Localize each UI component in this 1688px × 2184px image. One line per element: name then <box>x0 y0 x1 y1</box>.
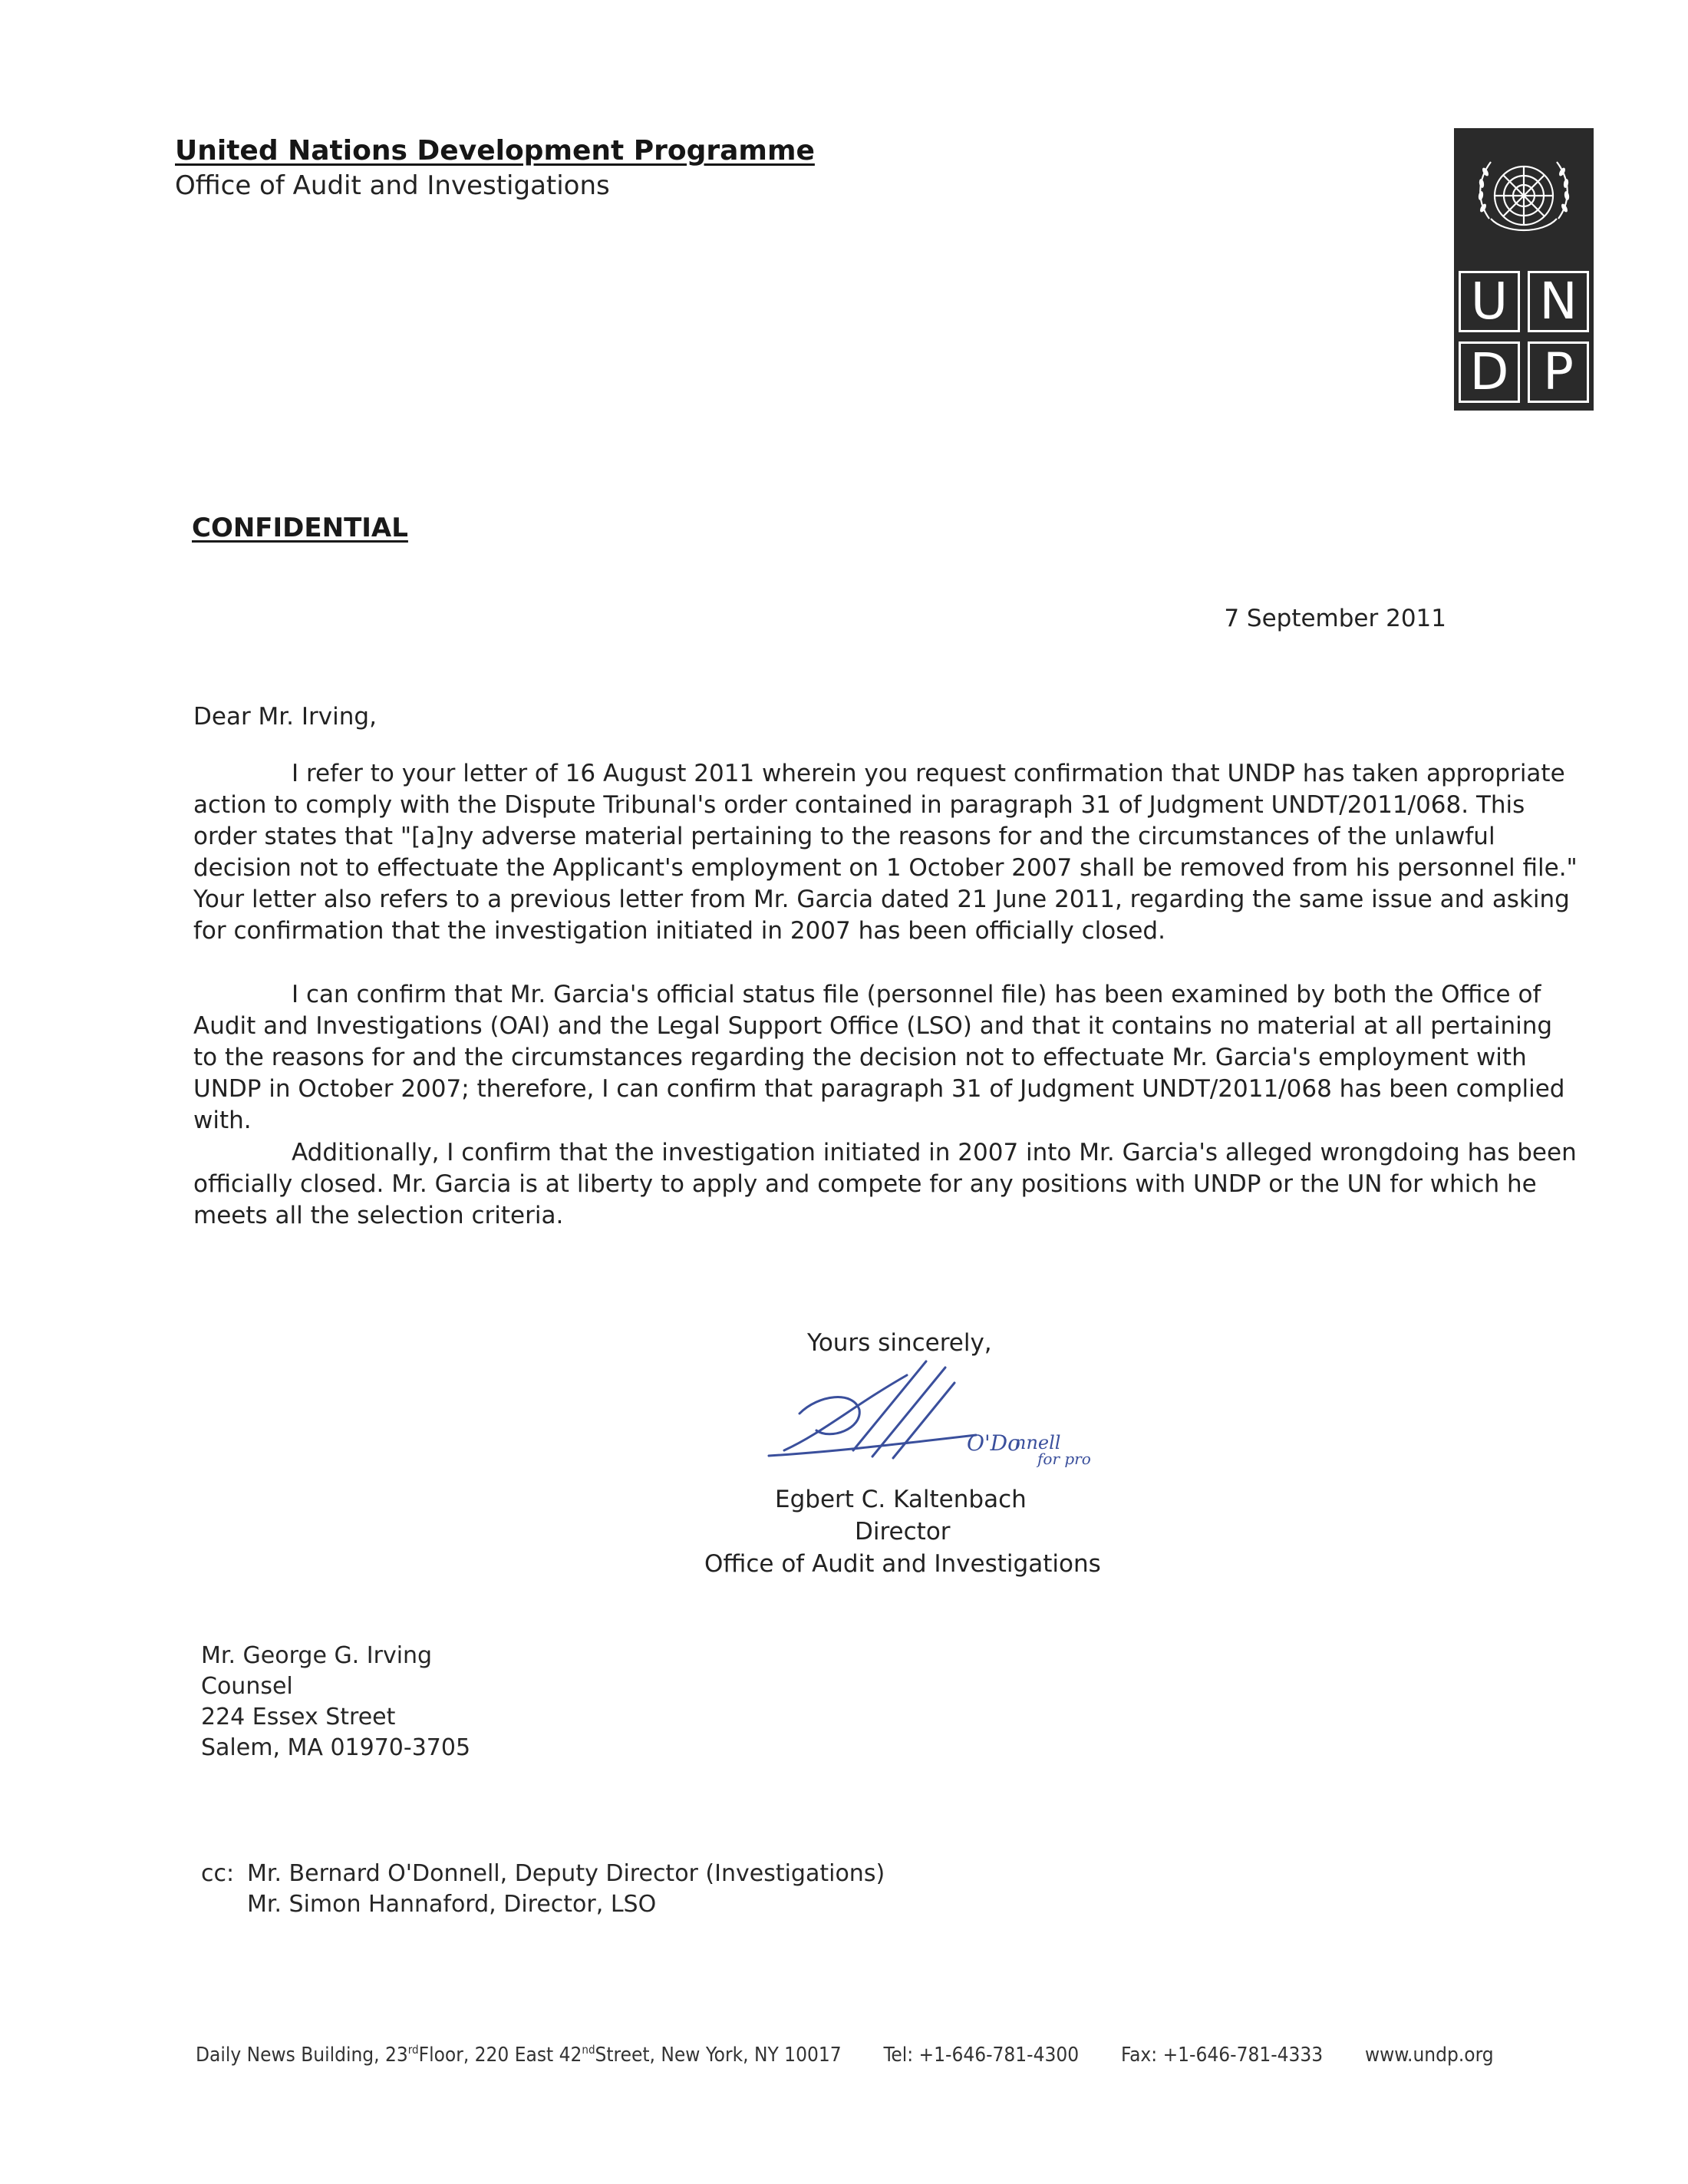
handwritten-signature <box>654 1360 1145 1467</box>
letter-date: 7 September 2011 <box>1224 605 1446 632</box>
undp-logo <box>1454 128 1594 411</box>
cc-line: Mr. Simon Hannaford, Director, LSO <box>247 1891 657 1918</box>
cc-label: cc: <box>201 1860 235 1887</box>
footer-tel: Tel: +1-646-781-4300 <box>883 2043 1080 2067</box>
logo-letter-n: N <box>1528 271 1589 332</box>
org-office: Office of Audit and Investigations <box>175 170 610 201</box>
footer-fax: Fax: +1-646-781-4333 <box>1121 2043 1324 2067</box>
salutation: Dear Mr. Irving, <box>193 703 377 731</box>
logo-letter-p: P <box>1528 341 1589 403</box>
svg-text:O'Do: O'Do <box>967 1430 1020 1456</box>
recipient-line: Counsel <box>201 1673 293 1700</box>
footer <box>196 2043 1494 2067</box>
cc-line: Mr. Bernard O'Donnell, Deputy Director (Investigations) <box>247 1860 885 1887</box>
org-name: United Nations Development Programme <box>175 135 815 167</box>
body-paragraph-2: I can confirm that Mr. Garcia's official status file (personnel file) has been examined by both the Office of Audit and Investigations (OAI) and the Legal Support Office (LSO) and that it contains no material at all pertaining to the reasons for and the circumstances regarding the decision not to effectuate Mr. Garcia's employment with UNDP in October 2007; therefore, I can confirm that paragraph 31 of Judgment UNDT/2011/068 has been complied with. <box>193 981 1565 1134</box>
confidential-label: CONFIDENTIAL <box>192 513 408 543</box>
logo-letter-d: D <box>1459 341 1520 403</box>
un-emblem-icon <box>1460 134 1587 262</box>
signer-name: Egbert C. Kaltenbach <box>775 1486 1027 1513</box>
footer-website: www.undp.org <box>1365 2043 1494 2067</box>
signer-office: Office of Audit and Investigations <box>704 1550 1101 1578</box>
footer-address: Daily News Building, 23rdFloor, 220 East 42ndStreet, New York, NY 10017 <box>196 2043 842 2067</box>
recipient-line: Salem, MA 01970-3705 <box>201 1734 471 1761</box>
logo-letters <box>1454 268 1594 411</box>
signer-title: Director <box>855 1518 951 1546</box>
closing: Yours sincerely, <box>807 1329 992 1357</box>
body-paragraph-3: Additionally, I confirm that the investigation initiated in 2007 into Mr. Garcia's alleged wrongdoing has been officially closed. Mr. Garcia is at liberty to apply and compete for any positions with UNDP or the UN for which he meets all the selection criteria. <box>193 1139 1577 1229</box>
recipient-line: Mr. George G. Irving <box>201 1642 433 1669</box>
body-paragraph-1: I refer to your letter of 16 August 2011 wherein you request confirmation that UNDP has taken appropriate action to comply with the Dispute Tribunal's order contained in paragraph 31 of Judgment UNDT/2011/068. This order states that "[a]ny adverse material pertaining to the reasons for and the circumstances of the unlawful decision not to effectuate the Applicant's employment on 1 October 2007 shall be removed from his personnel file." Your letter also refers to a previous letter from Mr. Garcia dated 21 June 2011, regarding the same issue and asking for confirmation that the investigation initiated in 2007 has been officially closed. <box>193 760 1578 945</box>
svg-text:for pro: for pro <box>1037 1450 1091 1467</box>
svg-text:nnell: nnell <box>1014 1432 1061 1453</box>
logo-letter-u: U <box>1459 271 1520 332</box>
recipient-line: 224 Essex Street <box>201 1704 396 1730</box>
